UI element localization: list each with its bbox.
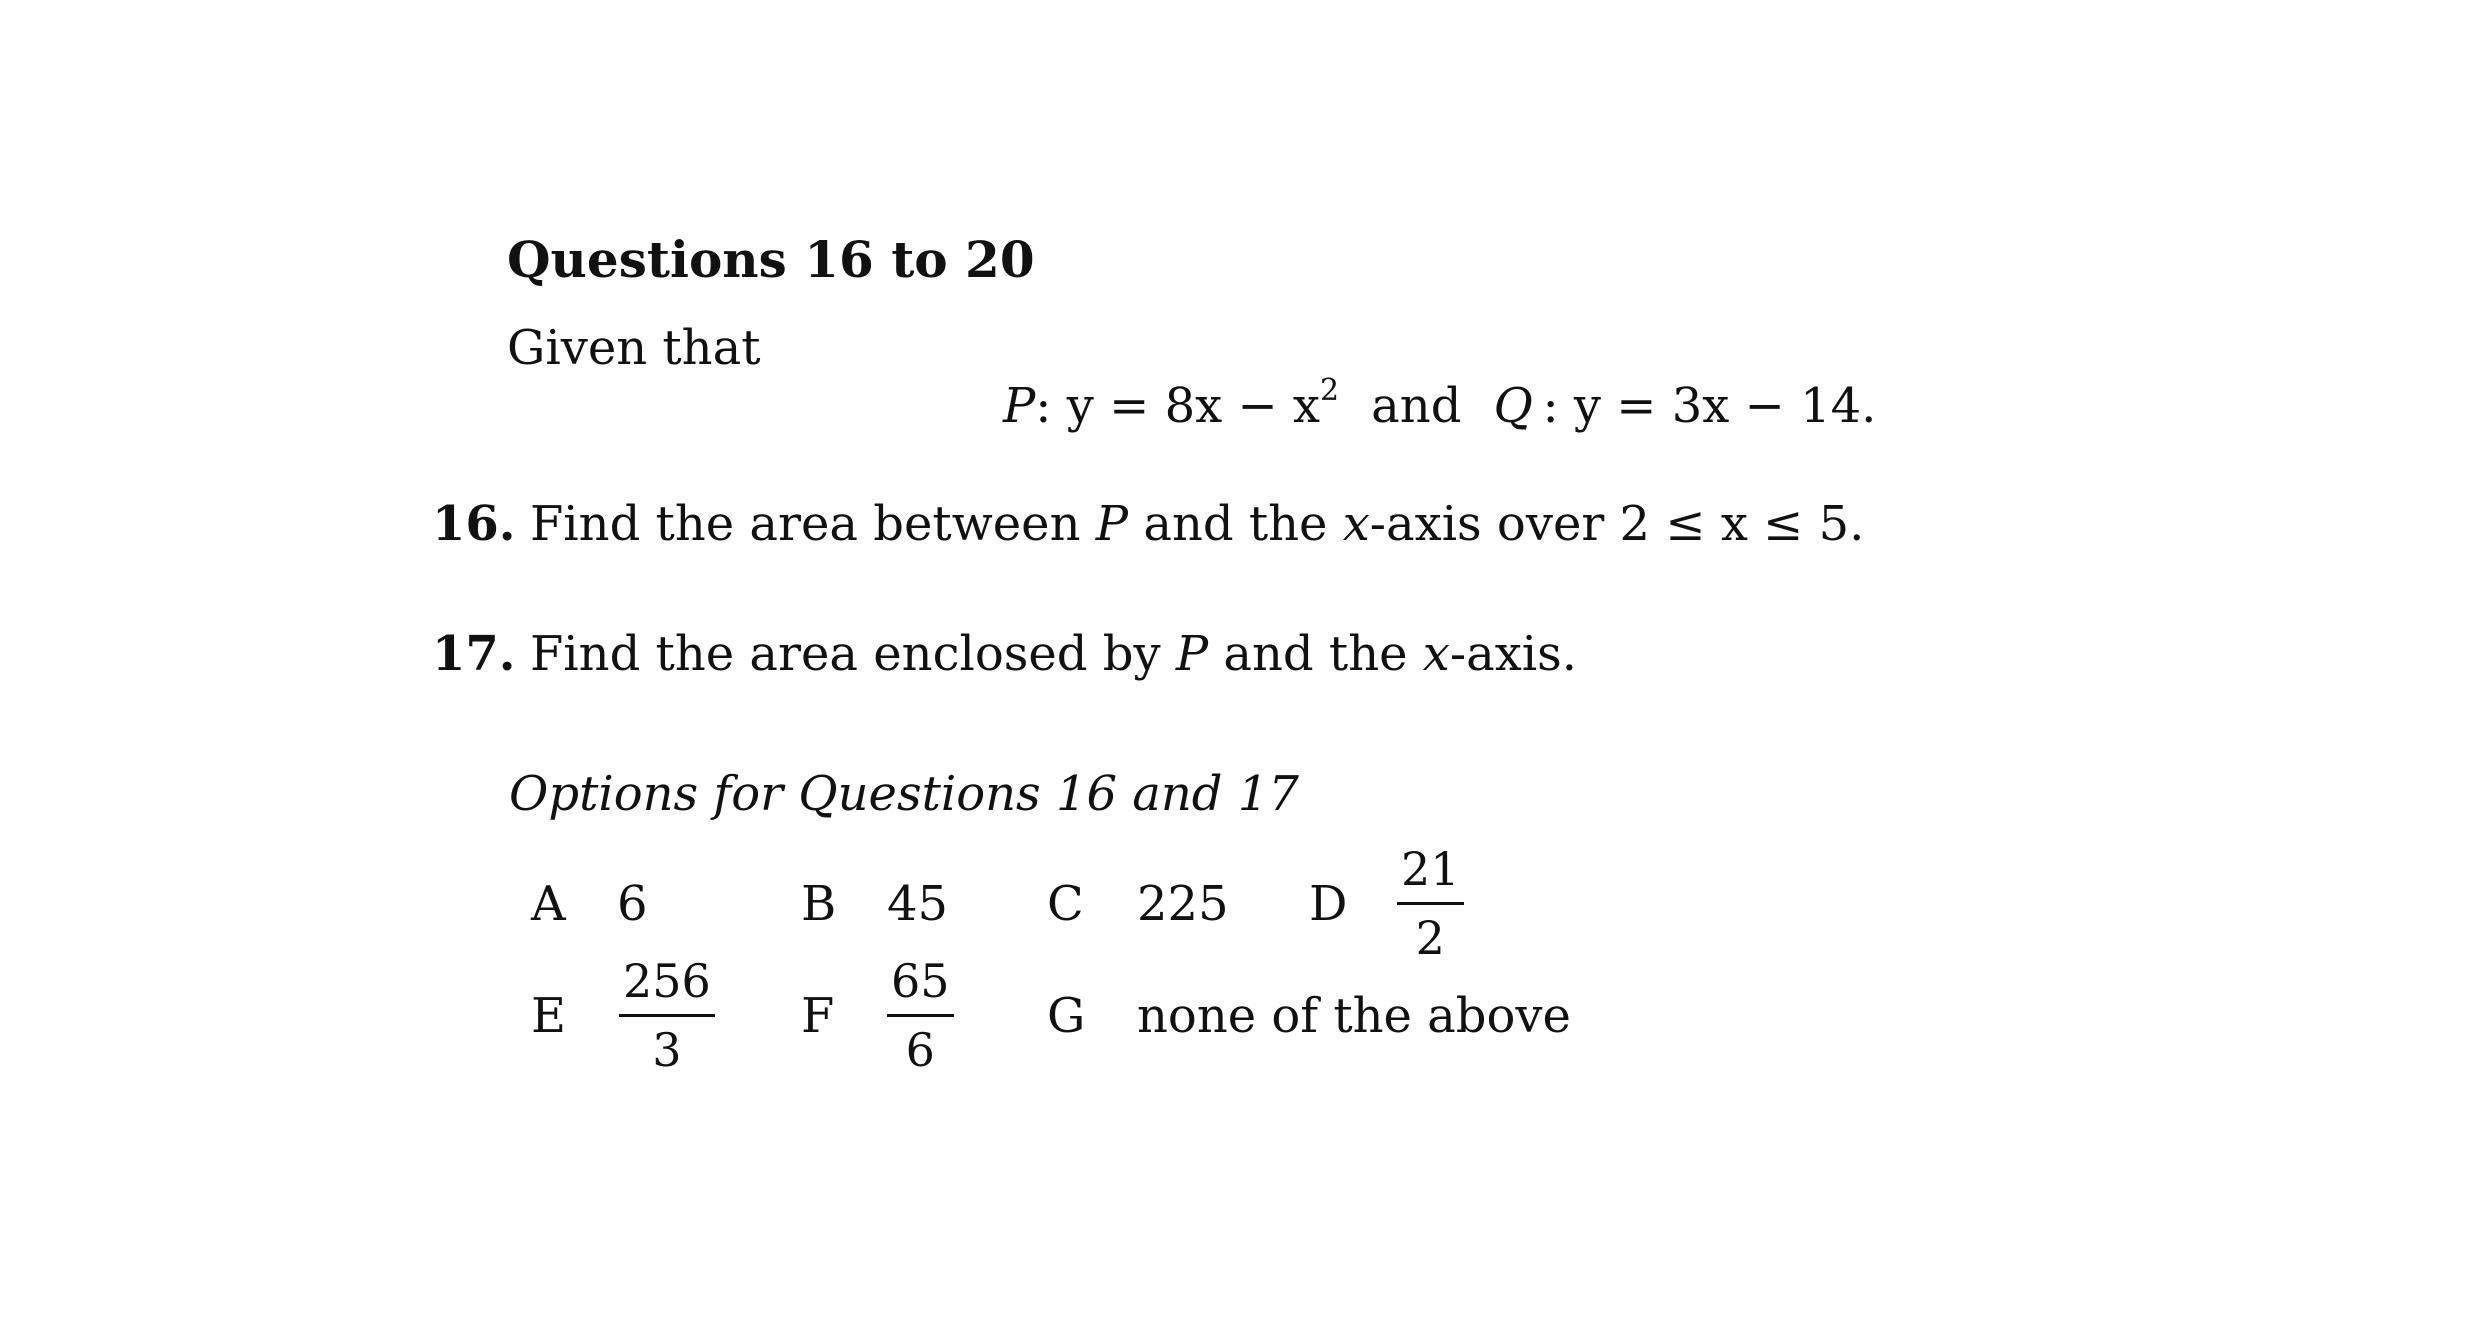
section-heading: Questions 16 to 20	[507, 230, 1035, 289]
fraction-numerator: 256	[619, 958, 715, 1017]
question-var: P	[1095, 496, 1129, 552]
option-e-letter: E	[531, 988, 567, 1044]
question-axis-var: x	[1422, 626, 1450, 682]
option-d-letter: D	[1309, 876, 1348, 932]
option-b-letter: B	[801, 876, 837, 932]
question-16	[432, 496, 1864, 552]
option-a-value: 6	[617, 876, 648, 932]
options-title: Options for Questions 16 and 17	[509, 766, 1299, 822]
fraction-numerator: 65	[887, 958, 954, 1017]
fraction-numerator: 21	[1397, 846, 1464, 905]
equation-line	[1003, 373, 1877, 434]
question-text: Find the area between	[530, 496, 1096, 552]
option-b-value: 45	[887, 876, 949, 932]
question-text: and the	[1128, 496, 1343, 552]
fraction-denominator: 2	[1415, 911, 1445, 965]
given-text: Given that	[507, 320, 761, 376]
p-equation: : y = 8x − x	[1035, 378, 1320, 434]
question-17	[432, 626, 1577, 682]
option-c-letter: C	[1047, 876, 1084, 932]
option-a-letter: A	[531, 876, 566, 932]
q-equation: : y = 3x − 14.	[1542, 378, 1877, 434]
option-g-letter: G	[1047, 988, 1086, 1044]
option-c-value: 225	[1137, 876, 1229, 932]
option-g-value: none of the above	[1137, 988, 1571, 1044]
option-e-fraction	[619, 954, 715, 1077]
question-number: 16.	[432, 496, 516, 552]
question-axis-var: x	[1342, 496, 1370, 552]
question-number: 17.	[432, 626, 516, 682]
option-d-fraction	[1397, 842, 1464, 965]
p-label: P	[1003, 378, 1036, 434]
question-text: Find the area enclosed by	[530, 626, 1176, 682]
equation-connector: and	[1371, 378, 1462, 434]
question-text: -axis.	[1449, 626, 1578, 682]
question-text: -axis over 2 ≤ x ≤ 5.	[1369, 496, 1865, 552]
option-f-fraction	[887, 954, 954, 1077]
q-label: Q	[1493, 378, 1533, 434]
question-text: and the	[1208, 626, 1423, 682]
fraction-denominator: 6	[905, 1023, 935, 1077]
p-exponent: 2	[1320, 373, 1340, 408]
fraction-denominator: 3	[652, 1023, 682, 1077]
option-f-letter: F	[801, 988, 835, 1044]
question-var: P	[1175, 626, 1209, 682]
